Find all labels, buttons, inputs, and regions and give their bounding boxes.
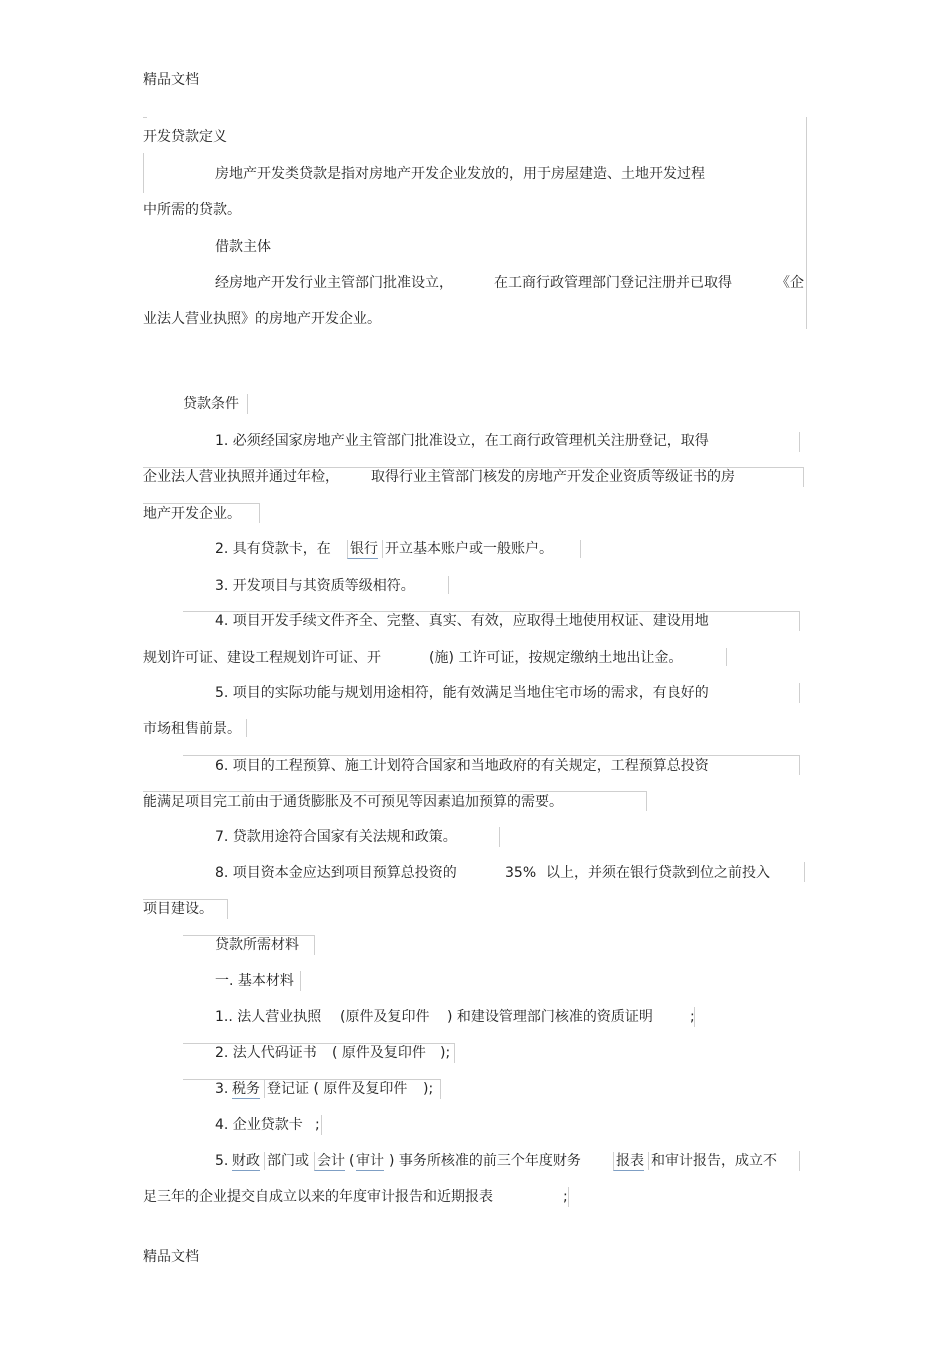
table-border bbox=[799, 683, 800, 703]
table-border bbox=[246, 719, 247, 737]
material-line: 2. 法人代码证书 bbox=[215, 1045, 317, 1061]
bank-link[interactable]: 银行 bbox=[347, 540, 378, 559]
material-line: ) 事务所核准的前三个年度财务 bbox=[389, 1153, 581, 1169]
definition-line: 中所需的贷款。 bbox=[143, 202, 241, 218]
report-link[interactable]: 报表 bbox=[613, 1152, 644, 1171]
material-line: 和审计报告，成立不 bbox=[648, 1152, 777, 1170]
table-border bbox=[499, 827, 500, 847]
condition-line: 市场租售前景。 bbox=[143, 721, 241, 737]
material-line: ; bbox=[563, 1189, 568, 1205]
condition-percent: 35% bbox=[505, 865, 537, 881]
material-line: 5. bbox=[215, 1153, 229, 1169]
finance-link[interactable]: 财政 bbox=[232, 1153, 260, 1169]
borrower-line: 业法人营业执照》的房地产开发企业。 bbox=[143, 311, 381, 327]
table-border bbox=[726, 648, 727, 666]
table-border bbox=[646, 791, 647, 811]
accounting-link[interactable]: 会计 bbox=[314, 1152, 345, 1171]
table-border bbox=[806, 117, 807, 329]
condition-line: 4. 项目开发手续文件齐全、完整、真实、有效，应取得土地使用权证、建设用地 bbox=[215, 613, 709, 629]
condition-line: 能满足项目完工前由于通货膨胀及不可预见等因素追加预算的需要。 bbox=[143, 794, 563, 810]
table-border bbox=[227, 899, 228, 919]
material-line: 登记证 ( 原件及复印件 bbox=[264, 1080, 407, 1098]
table-border bbox=[804, 862, 805, 882]
table-border bbox=[143, 153, 144, 193]
condition-line: 开立基本账户或一般账户。 bbox=[382, 540, 553, 558]
condition-line: 3. 开发项目与其资质等级相符。 bbox=[215, 578, 415, 594]
table-border bbox=[321, 1115, 322, 1135]
material-line: (原件及复印件 bbox=[340, 1009, 430, 1025]
condition-line: 2. 具有贷款卡，在 bbox=[215, 541, 331, 557]
conditions-heading: 贷款条件 bbox=[183, 396, 239, 412]
material-line: 足三年的企业提交自成立以来的年度审计报告和近期报表 bbox=[143, 1189, 493, 1205]
borrower-line: 《企 bbox=[776, 275, 804, 291]
table-border bbox=[143, 117, 147, 118]
table-border bbox=[448, 576, 449, 594]
table-border bbox=[454, 1043, 455, 1063]
condition-line: (施) 工许可证，按规定缴纳土地出让金。 bbox=[429, 650, 683, 666]
table-border bbox=[580, 540, 581, 558]
condition-line: 企业法人营业执照并通过年检， bbox=[143, 469, 339, 485]
page-header: 精品文档 bbox=[143, 72, 199, 88]
table-border bbox=[183, 755, 799, 756]
table-border bbox=[314, 935, 315, 955]
material-line: ); bbox=[423, 1081, 434, 1097]
condition-line: 6. 项目的工程预算、施工计划符合国家和当地政府的有关规定，工程预算总投资 bbox=[215, 758, 709, 774]
materials-heading: 贷款所需材料 bbox=[215, 937, 299, 953]
condition-line: 规划许可证、建设工程规划许可证、开 bbox=[143, 650, 381, 666]
table-border bbox=[247, 394, 248, 414]
material-line: ; bbox=[315, 1117, 320, 1133]
table-border bbox=[143, 503, 259, 504]
table-border bbox=[440, 1079, 441, 1099]
table-border bbox=[143, 791, 646, 792]
table-border bbox=[259, 503, 260, 523]
condition-line: 5. 项目的实际功能与规划用途相符，能有效满足当地住宅市场的需求，有良好的 bbox=[215, 685, 709, 701]
table-border bbox=[799, 755, 800, 775]
condition-line: 以上，并须在银行贷款到位之前投入 bbox=[546, 865, 770, 881]
table-border bbox=[300, 971, 301, 991]
material-line: ; bbox=[690, 1009, 695, 1025]
section-title: 开发贷款定义 bbox=[143, 129, 227, 145]
material-line: 部门或 bbox=[264, 1152, 309, 1170]
condition-line: 地产开发企业。 bbox=[143, 506, 241, 522]
table-border bbox=[803, 467, 804, 487]
condition-line: 8. 项目资本金应达到项目预算总投资的 bbox=[215, 865, 457, 881]
materials-subheading: 一. 基本材料 bbox=[215, 973, 294, 989]
material-line: 4. 企业贷款卡 bbox=[215, 1117, 303, 1133]
borrower-line: 在工商行政管理部门登记注册并已取得 bbox=[494, 275, 732, 291]
condition-line: 1. 必须经国家房地产业主管部门批准设立，在工商行政管理机关注册登记，取得 bbox=[215, 433, 709, 449]
table-border bbox=[799, 1151, 800, 1171]
tax-link[interactable]: 税务 bbox=[232, 1081, 260, 1097]
material-line: ) 和建设管理部门核准的资质证明 bbox=[447, 1009, 653, 1025]
condition-line: 取得行业主管部门核发的房地产开发企业资质等级证书的房 bbox=[371, 469, 735, 485]
borrower-line: 经房地产开发行业主管部门批准设立， bbox=[215, 275, 453, 291]
material-line: ); bbox=[440, 1045, 451, 1061]
audit-link[interactable]: 审计 bbox=[356, 1153, 384, 1169]
material-line: ( 原件及复印件 bbox=[332, 1045, 426, 1061]
page-footer: 精品文档 bbox=[143, 1249, 199, 1265]
table-border bbox=[568, 1187, 569, 1207]
material-line: 3. bbox=[215, 1081, 229, 1097]
condition-line: 7. 贷款用途符合国家有关法规和政策。 bbox=[215, 829, 457, 845]
borrower-heading: 借款主体 bbox=[215, 239, 271, 255]
table-border bbox=[799, 611, 800, 631]
table-border bbox=[799, 432, 800, 452]
condition-line: 项目建设。 bbox=[143, 901, 213, 917]
definition-line: 房地产开发类贷款是指对房地产开发企业发放的，用于房屋建造、土地开发过程 bbox=[215, 166, 705, 182]
material-line: 1.. 法人营业执照 bbox=[215, 1009, 322, 1025]
material-line: ( bbox=[349, 1153, 355, 1169]
